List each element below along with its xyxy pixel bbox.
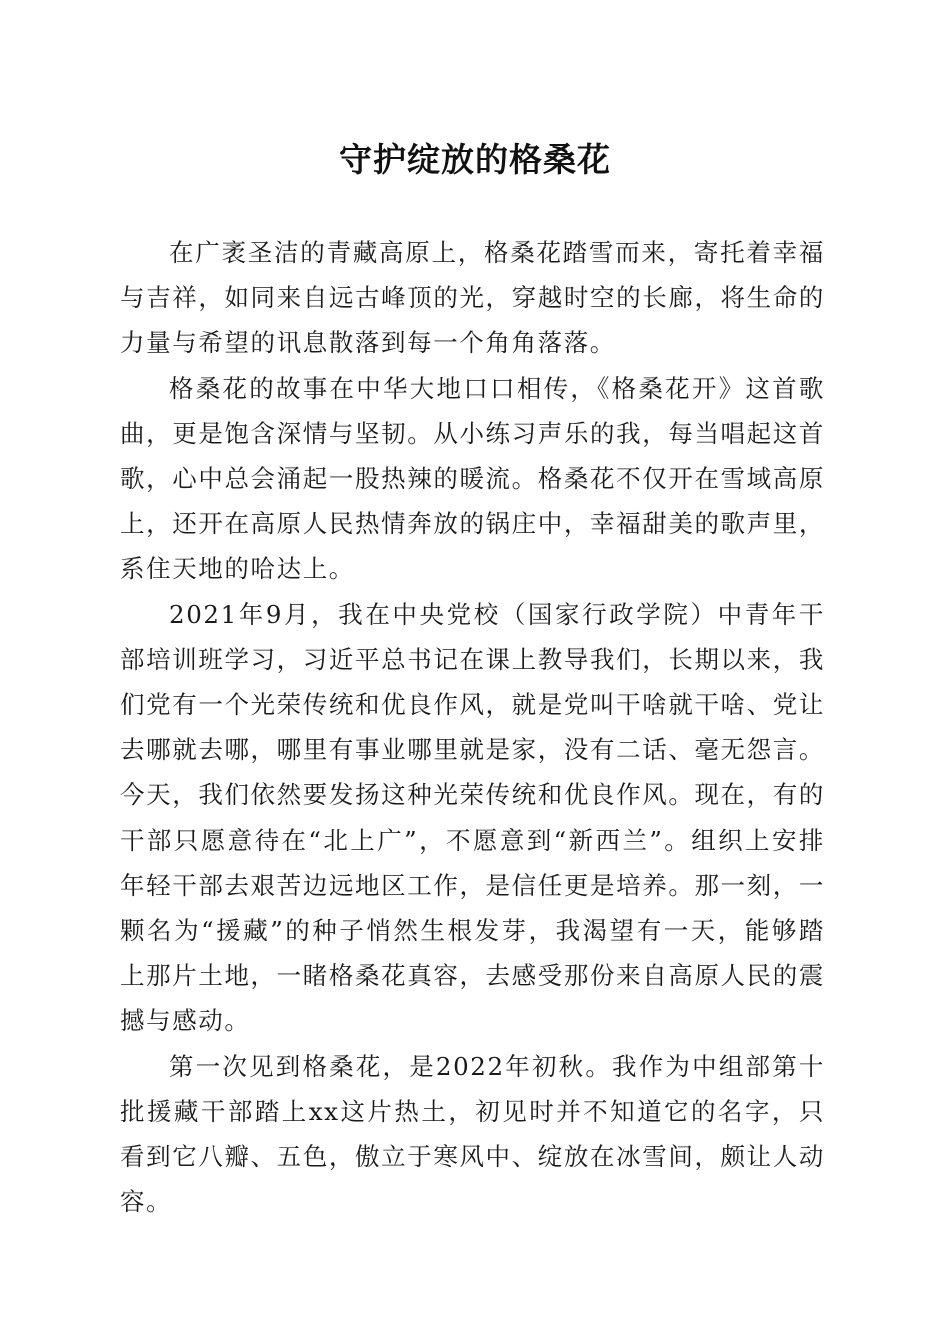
document-title: 守护绽放的格桑花 — [339, 140, 611, 179]
document-body — [120, 230, 825, 1224]
paragraph-4: 第一次见到格桑花，是2022年初秋。我作为中组部第十批援藏干部踏上xx这片热土，初见时并不知道它的名字，只看到它八瓣、五色，傲立于寒风中、绽放在冰雪间，颇让人动容。 — [120, 1051, 825, 1217]
paragraph-2: 格桑花的故事在中华大地口口相传，《格桑花开》这首歌曲，更是饱含深情与坚韧。从小练习声乐的我，每当唱起这首歌，心中总会涌起一股热辣的暖流。格桑花不仅开在雪域高原上，还开在高原人民热情奔放的锅庄中，幸福甜美的歌声里，系住天地的哈达上。 — [120, 373, 825, 584]
paragraph-3: 2021年9月，我在中央党校（国家行政学院）中青年干部培训班学习，习近平总书记在课上教导我们，长期以来，我们党有一个光荣传统和优良作风，就是党叫干啥就干啥、党让去哪就去哪，哪里有事业哪里就是家，没有二话、毫无怨言。今天，我们依然要发扬这种光荣传统和优良作风。现在，有的干部只愿意待在“北上广”，不愿意到“新西兰”。组织上安排年轻干部去艰苦边远地区工作，是信任更是培养。那一刻，一颗名为“援藏”的种子悄然生根发芽，我渴望有一天，能够踏上那片土地，一睹格桑花真容，去感受那份来自高原人民的震撼与感动。 — [120, 599, 825, 1036]
paragraph-1: 在广袤圣洁的青藏高原上，格桑花踏雪而来，寄托着幸福与吉祥，如同来自远古峰顶的光，穿越时空的长廊，将生命的力量与希望的讯息散落到每一个角角落落。 — [120, 238, 825, 358]
